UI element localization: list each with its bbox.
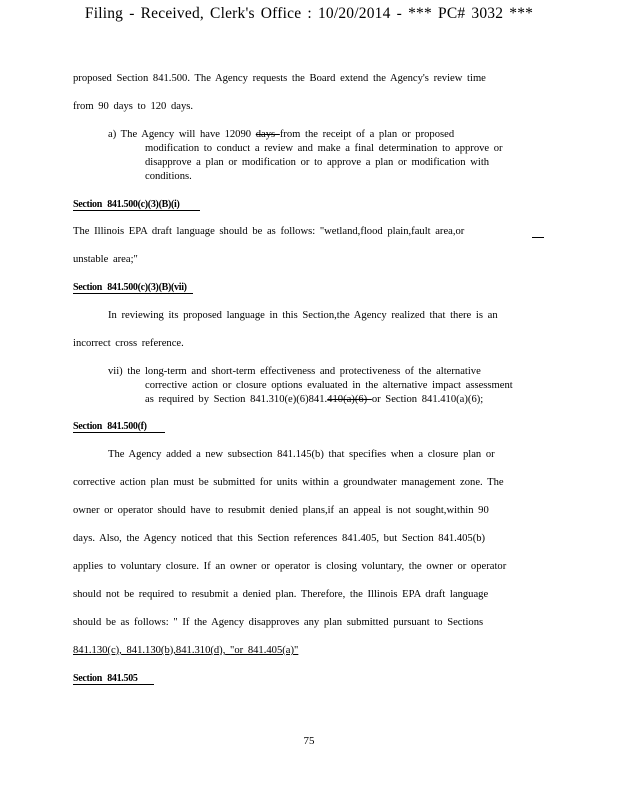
page-number: 75 <box>303 735 315 747</box>
struck-text: days <box>255 129 280 140</box>
list-item-a-line: disapprove a plan or modification or to approve a plan or modification with <box>145 157 490 168</box>
list-text: or Section 841.410(a)(6); <box>371 394 484 405</box>
section-heading-text: Section 841.500(c)(3)(B)(vii) <box>73 282 193 294</box>
paragraph-line: The Illinois EPA draft language should be as follows: "wetland,flood plain,fault area,or <box>73 226 465 237</box>
paragraph-line: corrective action plan must be submitted for units within a groundwater management zone. The <box>73 477 504 488</box>
section-heading-text: Section 841.500(c)(3)(B)(i) <box>73 199 200 211</box>
paragraph-line: days. Also, the Agency noticed that this Section references 841.405, but Section 841.405(b) <box>73 533 486 544</box>
paragraph-line <box>73 645 298 656</box>
list-text: from the receipt of a plan or proposed <box>279 129 455 140</box>
paragraph-line: should not be required to resubmit a denied plan. Therefore, the Illinois EPA draft language <box>73 589 489 600</box>
list-text: as required by Section 841.310(e)(6)841. <box>145 394 328 405</box>
paragraph-line: owner or operator should have to resubmit denied plans,if an appeal is not sought,within 90 <box>73 505 489 516</box>
paragraph-line: from 90 days to 120 days. <box>73 101 194 112</box>
list-item-vii-line <box>145 394 483 405</box>
underline-blank <box>532 237 544 238</box>
paragraph-line: unstable area;" <box>73 254 138 265</box>
paragraph-line: should be as follows: " If the Agency disapproves any plan submitted pursuant to Sections <box>73 617 484 628</box>
section-heading-text: Section 841.500(f) <box>73 421 165 433</box>
section-heading <box>73 199 200 211</box>
paragraph-line: applies to voluntary closure. If an owner or operator is closing voluntary, the owner or operator <box>73 561 507 572</box>
section-heading-text: Section 841.505 <box>73 673 154 685</box>
paragraph-line: incorrect cross reference. <box>73 338 184 349</box>
paragraph-line: The Agency added a new subsection 841.145(b) that specifies when a closure plan or <box>108 449 495 460</box>
citation: "or 841.405(a)" <box>230 645 299 656</box>
list-item-vii-line: corrective action or closure options evaluated in the alternative impact assessment <box>145 380 513 391</box>
list-item-vii-line: vii) the long-term and short-term effectiveness and protectiveness of the alternative <box>108 366 481 377</box>
list-item-a-line <box>108 129 454 140</box>
section-heading <box>73 673 154 685</box>
section-heading <box>73 421 165 433</box>
citation: 841.130(b),841.310(d), <box>126 645 226 656</box>
paragraph-line: proposed Section 841.500. The Agency requests the Board extend the Agency's review time <box>73 73 486 84</box>
citation: 841.130(c), <box>73 645 122 656</box>
list-item-a-line: conditions. <box>145 171 192 182</box>
struck-text: 410(a)(6) <box>327 394 372 405</box>
paragraph-line: In reviewing its proposed language in this Section,the Agency realized that there is an <box>108 310 498 321</box>
list-text: a) The Agency will have 12090 <box>108 129 256 140</box>
section-heading <box>73 282 193 294</box>
filing-header: Filing - Received, Clerk's Office : 10/20/2014 - *** PC# 3032 *** <box>84 5 534 22</box>
list-item-a-line: modification to conduct a review and make a final determination to approve or <box>145 143 503 154</box>
